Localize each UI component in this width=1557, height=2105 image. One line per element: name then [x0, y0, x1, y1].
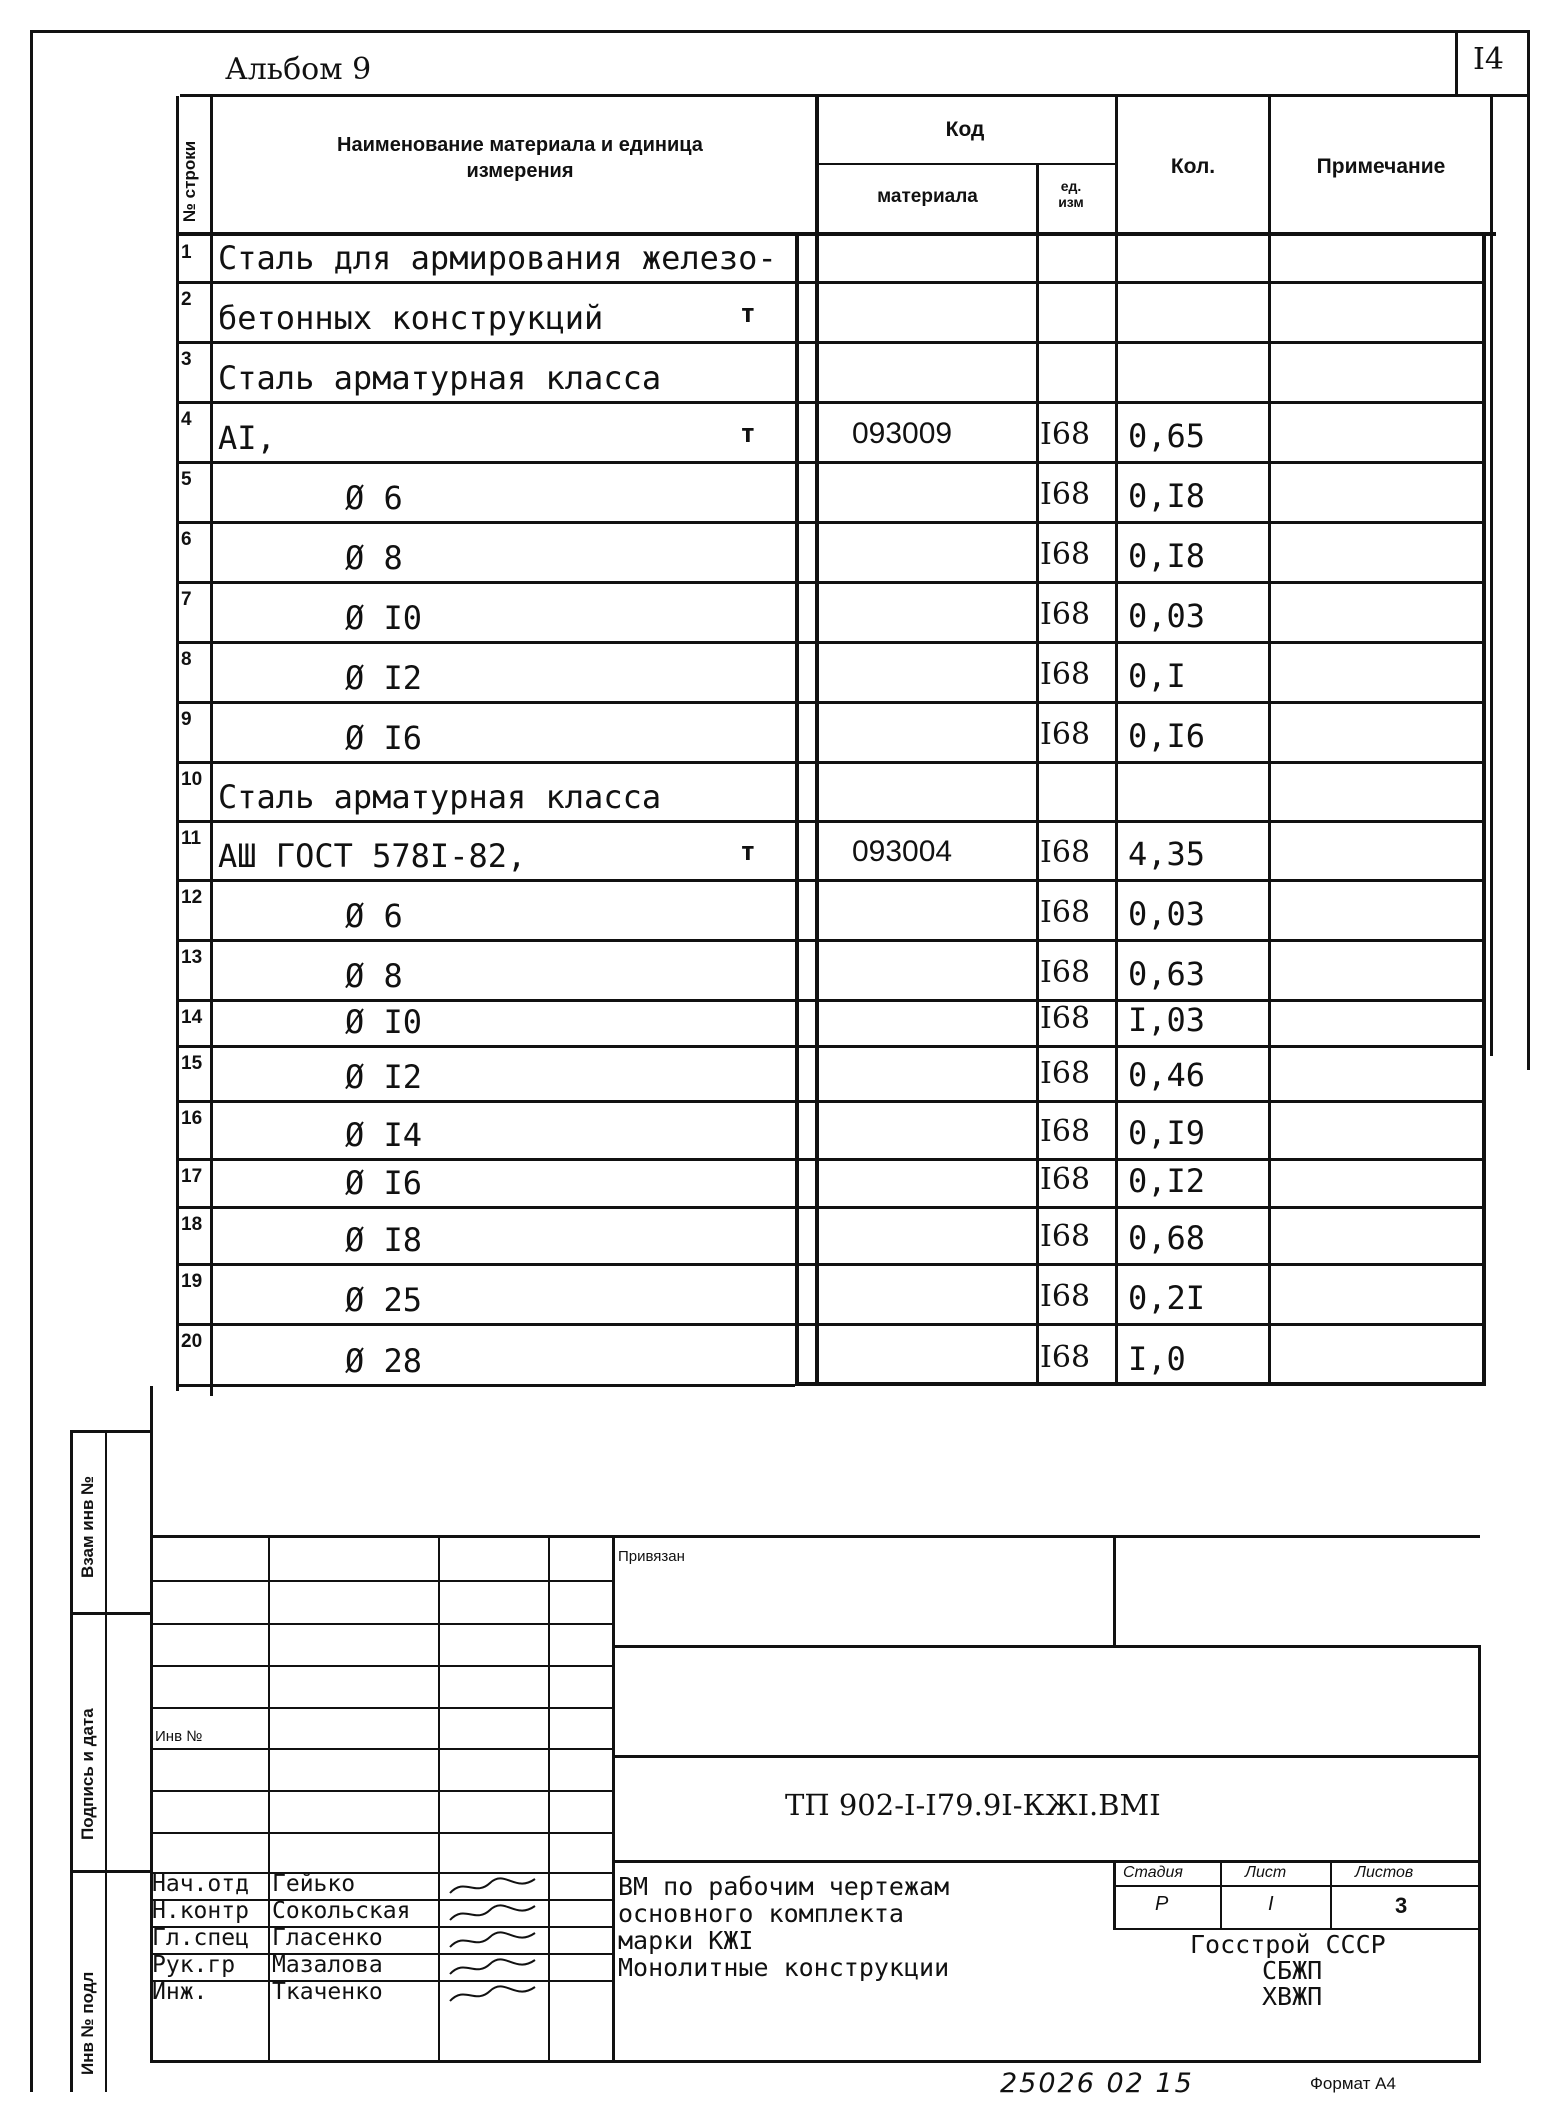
material-name: Ø I6: [345, 1164, 423, 1202]
quantity: 0,I6: [1128, 717, 1206, 755]
unit-code: I68: [1040, 1001, 1091, 1036]
code-unit-header: ед. изм: [1058, 178, 1084, 210]
side-label-podpis: Подпись и дата: [78, 1708, 97, 1840]
signature-scribble: [445, 1981, 545, 2007]
row-number: 6: [181, 529, 192, 550]
row-number: 4: [181, 409, 192, 430]
unit-code: I68: [1040, 717, 1091, 752]
row-number: 8: [181, 649, 192, 670]
quantity: I,0: [1128, 1340, 1186, 1378]
quantity: 0,03: [1128, 597, 1206, 635]
signature-scribble: [445, 1954, 545, 1980]
name-header: Наименование материала и единица измерения: [337, 134, 703, 182]
signer-role: Гл.спец: [152, 1925, 249, 1951]
unit-code: I68: [1040, 657, 1091, 692]
material-name: Ø 8: [345, 539, 403, 577]
unit-code: I68: [1040, 835, 1091, 870]
row-number: 2: [181, 289, 192, 310]
sheets-value: 3: [1395, 1893, 1408, 1918]
row-number: 16: [181, 1108, 203, 1129]
material-name: Ø 6: [345, 897, 403, 935]
unit-mark: т: [740, 837, 756, 867]
unit-mark: т: [740, 299, 756, 329]
quantity: 0,I8: [1128, 477, 1206, 515]
unit-code: I68: [1040, 1340, 1091, 1375]
sheet-value: I: [1268, 1893, 1274, 1915]
signature-scribble: [445, 1927, 545, 1953]
signer-name: Гейько: [272, 1871, 356, 1897]
signature-scribble: [445, 1900, 545, 1926]
organization-line: ХВЖП: [1262, 1982, 1323, 2011]
quantity: 0,I2: [1128, 1162, 1206, 1200]
unit-code: I68: [1040, 417, 1091, 452]
row-number: 10: [181, 769, 203, 790]
note-header: Примечание: [1316, 155, 1446, 178]
unit-code: I68: [1040, 1279, 1091, 1314]
document-description-line: ВМ по рабочим чертежам: [618, 1872, 950, 1901]
side-label-inv-vzam: Взам инв №: [78, 1475, 97, 1578]
row-number: 20: [181, 1331, 203, 1352]
quantity: 0,I9: [1128, 1114, 1206, 1152]
unit-code: I68: [1040, 955, 1091, 990]
inv-no-label: Инв №: [155, 1728, 203, 1745]
row-number: 1: [181, 242, 192, 263]
row-number-header: № строки: [180, 140, 199, 222]
signer-role: Инж.: [152, 1979, 208, 2005]
row-number: 19: [181, 1271, 203, 1292]
row-number: 18: [181, 1214, 203, 1235]
material-name: Ø 25: [345, 1281, 423, 1319]
privyazan-label: Привязан: [618, 1548, 685, 1565]
stage-value: Р: [1155, 1893, 1169, 1915]
material-name: Сталь арматурная класса: [218, 359, 662, 397]
row-number: 15: [181, 1053, 203, 1074]
row-number: 9: [181, 709, 192, 730]
signer-role: Н.контр: [152, 1898, 249, 1924]
signer-name: Сокольская: [272, 1898, 411, 1924]
sheets-label: Листов: [1355, 1864, 1414, 1881]
row-number: 5: [181, 469, 192, 490]
side-label-inv-podl: Инв № подл: [78, 1971, 97, 2075]
material-code: 093004: [852, 835, 953, 868]
signer-role: Нач.отд: [152, 1871, 249, 1897]
quantity: 0,2I: [1128, 1279, 1206, 1317]
unit-code: I68: [1040, 1056, 1091, 1091]
row-number: 7: [181, 589, 192, 610]
row-number: 13: [181, 947, 203, 968]
sheet-number: I4: [1473, 42, 1504, 77]
quantity: 0,46: [1128, 1056, 1206, 1094]
document-description-line: основного комплекта: [618, 1899, 904, 1928]
material-name: Ø I2: [345, 1058, 423, 1096]
material-name: Сталь для армирования железо-: [218, 239, 777, 277]
quantity: 4,35: [1128, 835, 1206, 873]
signer-name: Мазалова: [272, 1952, 383, 1978]
quantity: 0,I: [1128, 657, 1186, 695]
organization-line: СБЖП: [1262, 1956, 1323, 1985]
material-name: Ø I6: [345, 719, 423, 757]
row-number: 14: [181, 1007, 203, 1028]
material-name: Ø I2: [345, 659, 423, 697]
qty-header: Кол.: [1170, 155, 1216, 178]
format-label: Формат А4: [1310, 2074, 1396, 2093]
signer-name: Гласенко: [272, 1925, 383, 1951]
quantity: 0,I8: [1128, 537, 1206, 575]
album-title: Альбом 9: [225, 52, 372, 87]
document-code: ТП 902-I-I79.9I-КЖI.ВМI: [785, 1788, 1161, 1822]
material-name: Ø 6: [345, 479, 403, 517]
material-name: AI,: [218, 419, 276, 457]
code-material-header: материала: [877, 186, 978, 207]
signer-name: Ткаченко: [272, 1979, 383, 2005]
unit-code: I68: [1040, 1219, 1091, 1254]
quantity: 0,63: [1128, 955, 1206, 993]
material-name: бетонных конструкций: [218, 299, 604, 337]
document-description-line: марки КЖI: [618, 1926, 754, 1955]
row-number: 11: [181, 828, 202, 849]
material-name: Ø 8: [345, 957, 403, 995]
quantity: 0,03: [1128, 895, 1206, 933]
material-name: Сталь арматурная класса: [218, 778, 662, 816]
material-name: Ø I0: [345, 1003, 423, 1041]
organization-line: Госстрой СССР: [1190, 1930, 1386, 1959]
unit-code: I68: [1040, 1114, 1091, 1149]
sheet-label: Лист: [1245, 1864, 1287, 1881]
row-number: 12: [181, 887, 203, 908]
row-number: 17: [181, 1166, 203, 1187]
unit-code: I68: [1040, 1162, 1091, 1197]
document-description-line: Монолитные конструкции: [618, 1953, 950, 1982]
signer-role: Рук.гр: [152, 1952, 236, 1978]
unit-code: I68: [1040, 537, 1091, 572]
row-number: 3: [181, 349, 192, 370]
code-header: Код: [945, 118, 985, 141]
material-name: Ø I0: [345, 599, 423, 637]
material-name: Ø I4: [345, 1116, 423, 1154]
quantity: 0,68: [1128, 1219, 1206, 1257]
unit-mark: т: [740, 419, 756, 449]
quantity: 0,65: [1128, 417, 1206, 455]
signature-scribble: [445, 1873, 545, 1899]
material-name: Ø 28: [345, 1342, 423, 1380]
quantity: I,03: [1128, 1001, 1206, 1039]
material-name: Ø I8: [345, 1221, 423, 1259]
unit-code: I68: [1040, 477, 1091, 512]
unit-code: I68: [1040, 895, 1091, 930]
serial-number: 25026 02 15: [1000, 2068, 1194, 2099]
unit-code: I68: [1040, 597, 1091, 632]
stage-label: Стадия: [1123, 1864, 1183, 1881]
material-code: 093009: [852, 417, 953, 450]
material-name: АШ ГОСТ 578I-82,: [218, 837, 527, 875]
